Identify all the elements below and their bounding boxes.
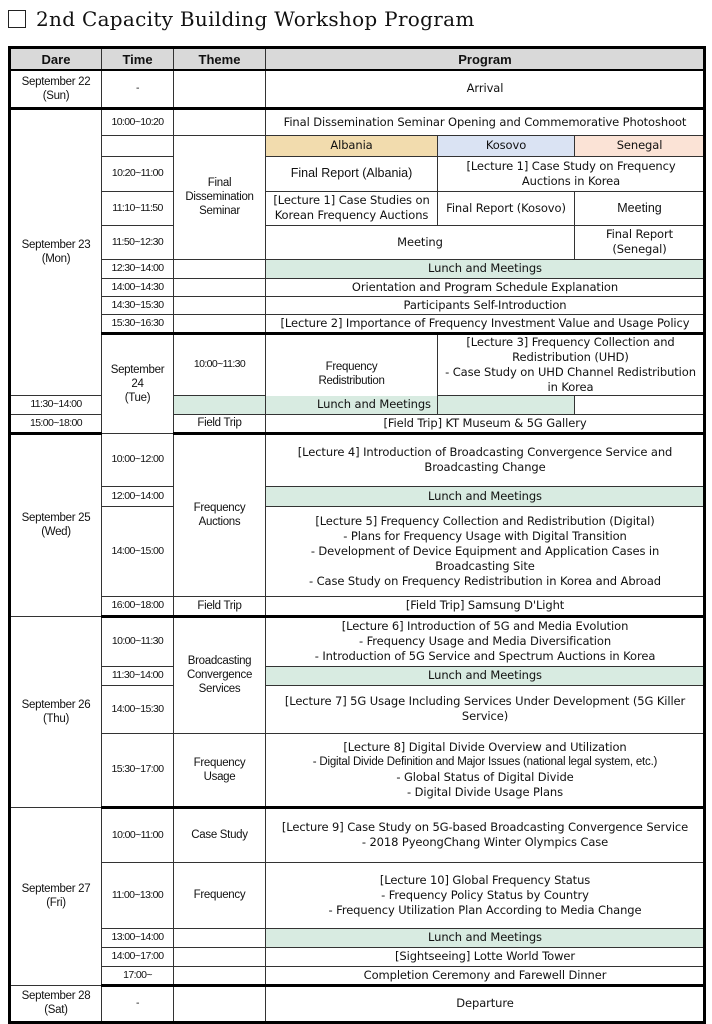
theme-cell: Case Study	[174, 807, 266, 862]
table-row	[10, 433, 705, 486]
time-cell: 10:20~11:00	[102, 156, 174, 191]
time-cell: 10:00~10:20	[102, 108, 174, 135]
program-cell-lunch: Lunch and Meetings	[266, 486, 705, 506]
theme-cell: Frequency Auctions	[174, 433, 266, 596]
time-cell: 15:30~17:00	[102, 733, 174, 807]
time-cell: 14:30~15:30	[102, 296, 174, 314]
table-row	[10, 733, 705, 807]
program-table	[8, 46, 706, 1024]
table-row	[10, 278, 705, 296]
theme-cell	[174, 928, 266, 947]
date-cell: September 25 (Wed)	[10, 433, 102, 616]
time-cell: 16:00~18:00	[102, 596, 174, 616]
theme-cell	[174, 985, 266, 1022]
program-cell: [Lecture 2] Importance of Frequency Investment Value and Usage Policy	[266, 314, 705, 333]
table-row	[10, 807, 705, 862]
time-cell: 11:00~13:00	[102, 862, 174, 928]
table-row	[10, 928, 705, 947]
theme-cell: Field Trip	[174, 596, 266, 616]
program-cell-albania: [Lecture 1] Case Studies on Korean Frequency Auctions	[266, 191, 438, 225]
theme-cell	[174, 70, 266, 108]
date-cell: September 23 (Mon)	[10, 108, 102, 395]
program-cell-albania-kosovo: Meeting	[266, 225, 575, 259]
header-date: Dare	[10, 48, 102, 71]
program-line: [Lecture 8] Digital Divide Overview and Utilization	[343, 739, 627, 754]
theme-cell: Final Dissemination Seminar	[174, 135, 266, 259]
time-cell: 11:10~11:50	[102, 191, 174, 225]
country-header-senegal: Senegal	[575, 135, 705, 156]
program-cell: [Lecture 3] Frequency Collection and Redistribution (UHD) - Case Study on UHD Channel Redistribution in Korea	[438, 333, 705, 395]
document-title	[8, 4, 475, 34]
time-cell: 12:30~14:00	[102, 259, 174, 278]
time-cell: 13:00~14:00	[102, 928, 174, 947]
theme-cell: Broadcasting Convergence Services	[174, 616, 266, 733]
table-row	[10, 296, 705, 314]
program-cell: [Lecture 6] Introduction of 5G and Media Evolution - Frequency Usage and Media Diversification - Introduction of 5G Service and Spectrum Auctions in Korea	[266, 616, 705, 666]
table-row	[10, 314, 705, 333]
table-row	[10, 966, 705, 985]
theme-cell	[174, 278, 266, 296]
time-cell: 14:00~15:00	[102, 506, 174, 596]
theme-cell	[174, 947, 266, 966]
time-cell: 17:00~	[102, 966, 174, 985]
table-row	[10, 862, 705, 928]
program-cell-kosovo-senegal: [Lecture 1] Case Study on Frequency Auctions in Korea	[438, 156, 705, 191]
table-row	[10, 191, 705, 225]
date-cell: September 28 (Sat)	[10, 985, 102, 1022]
table-row	[10, 947, 705, 966]
program-cell: [Lecture 4] Introduction of Broadcasting Convergence Service and Broadcasting Change	[266, 433, 705, 486]
table-row	[10, 985, 705, 1022]
time-cell: 15:30~16:30	[102, 314, 174, 333]
table-row	[10, 70, 705, 108]
program-cell: Arrival	[266, 70, 705, 108]
time-cell: 10:00~11:00	[102, 807, 174, 862]
program-cell: [Lecture 10] Global Frequency Status - Frequency Policy Status by Country - Frequency Utilization Plan According to Media Change	[266, 862, 705, 928]
date-cell: September 26 (Thu)	[10, 616, 102, 807]
checkbox-icon	[8, 10, 26, 28]
time-cell: 15:00~18:00	[10, 414, 102, 433]
program-line: - Global Status of Digital Divide - Digital Divide Usage Plans	[396, 769, 574, 799]
theme-cell	[174, 108, 266, 135]
header-theme: Theme	[174, 48, 266, 71]
time-cell: 11:50~12:30	[102, 225, 174, 259]
time-cell: -	[102, 70, 174, 108]
table-row	[10, 225, 705, 259]
date-cell: September 27 (Fri)	[10, 807, 102, 985]
time-cell: 14:00~17:00	[102, 947, 174, 966]
program-cell	[266, 733, 705, 807]
theme-cell	[174, 314, 266, 333]
table-header-row	[10, 48, 705, 71]
program-cell-lunch: Lunch and Meetings	[266, 259, 705, 278]
program-cell: Orientation and Program Schedule Explanation	[266, 278, 705, 296]
program-cell: [Field Trip] KT Museum & 5G Gallery	[266, 414, 705, 433]
table-row	[10, 486, 705, 506]
time-cell: 12:00~14:00	[102, 486, 174, 506]
table-row	[10, 506, 705, 596]
time-cell: 10:00~11:30	[174, 333, 266, 395]
theme-cell	[174, 296, 266, 314]
country-header-albania: Albania	[266, 135, 438, 156]
theme-cell	[174, 259, 266, 278]
table-row	[10, 156, 705, 191]
date-cell: September 24 (Tue)	[102, 333, 174, 433]
time-cell: 10:00~12:00	[102, 433, 174, 486]
program-cell: [Lecture 7] 5G Usage Including Services Under Development (5G Killer Service)	[266, 685, 705, 733]
program-cell: Final Dissemination Seminar Opening and Commemorative Photoshoot	[266, 108, 705, 135]
program-cell-senegal: Final Report (Senegal)	[575, 225, 705, 259]
table-row	[10, 333, 705, 395]
table-row	[10, 259, 705, 278]
program-cell: Departure	[266, 985, 705, 1022]
time-cell: 10:00~11:30	[102, 616, 174, 666]
program-cell-lunch: Lunch and Meetings	[174, 395, 575, 414]
program-cell-lunch: Lunch and Meetings	[266, 928, 705, 947]
table-row	[10, 666, 705, 685]
theme-cell: Frequency Redistribution	[266, 333, 438, 414]
table-row	[10, 108, 705, 135]
document-title-text: 2nd Capacity Building Workshop Program	[36, 7, 475, 31]
time-cell: 14:00~15:30	[102, 685, 174, 733]
table-row	[10, 135, 705, 156]
program-cell: [Lecture 5] Frequency Collection and Redistribution (Digital) - Plans for Frequency Usage with Digital Transition - Development of Device Equipment and Application Cases in Broadcasting Site - Case Study on Frequency Redistribution in Korea and Abroad	[266, 506, 705, 596]
program-cell-senegal: Meeting	[575, 191, 705, 225]
table-row	[10, 685, 705, 733]
time-cell: 11:30~14:00	[10, 395, 102, 414]
program-cell: Completion Ceremony and Farewell Dinner	[266, 966, 705, 985]
date-cell: September 22 (Sun)	[10, 70, 102, 108]
header-program: Program	[266, 48, 705, 71]
program-cell: Participants Self-Introduction	[266, 296, 705, 314]
program-cell: [Lecture 9] Case Study on 5G-based Broadcasting Convergence Service - 2018 PyeongChang Winter Olympics Case	[266, 807, 705, 862]
program-cell: [Sightseeing] Lotte World Tower	[266, 947, 705, 966]
country-header-kosovo: Kosovo	[438, 135, 575, 156]
program-cell-lunch: Lunch and Meetings	[266, 666, 705, 685]
time-cell: -	[102, 985, 174, 1022]
theme-cell: Frequency	[174, 862, 266, 928]
program-line: - Digital Divide Definition and Major Issues (national legal system, etc.)	[312, 755, 658, 768]
theme-cell: Frequency Usage	[174, 733, 266, 807]
time-cell: 14:00~14:30	[102, 278, 174, 296]
theme-cell: Field Trip	[174, 414, 266, 433]
program-cell-albania: Final Report (Albania)	[266, 156, 438, 191]
table-row	[10, 596, 705, 616]
time-cell	[102, 135, 174, 156]
table-row	[10, 616, 705, 666]
program-cell: [Field Trip] Samsung D'Light	[266, 596, 705, 616]
theme-cell	[174, 966, 266, 985]
time-cell: 11:30~14:00	[102, 666, 174, 685]
header-time: Time	[102, 48, 174, 71]
program-cell-kosovo: Final Report (Kosovo)	[438, 191, 575, 225]
